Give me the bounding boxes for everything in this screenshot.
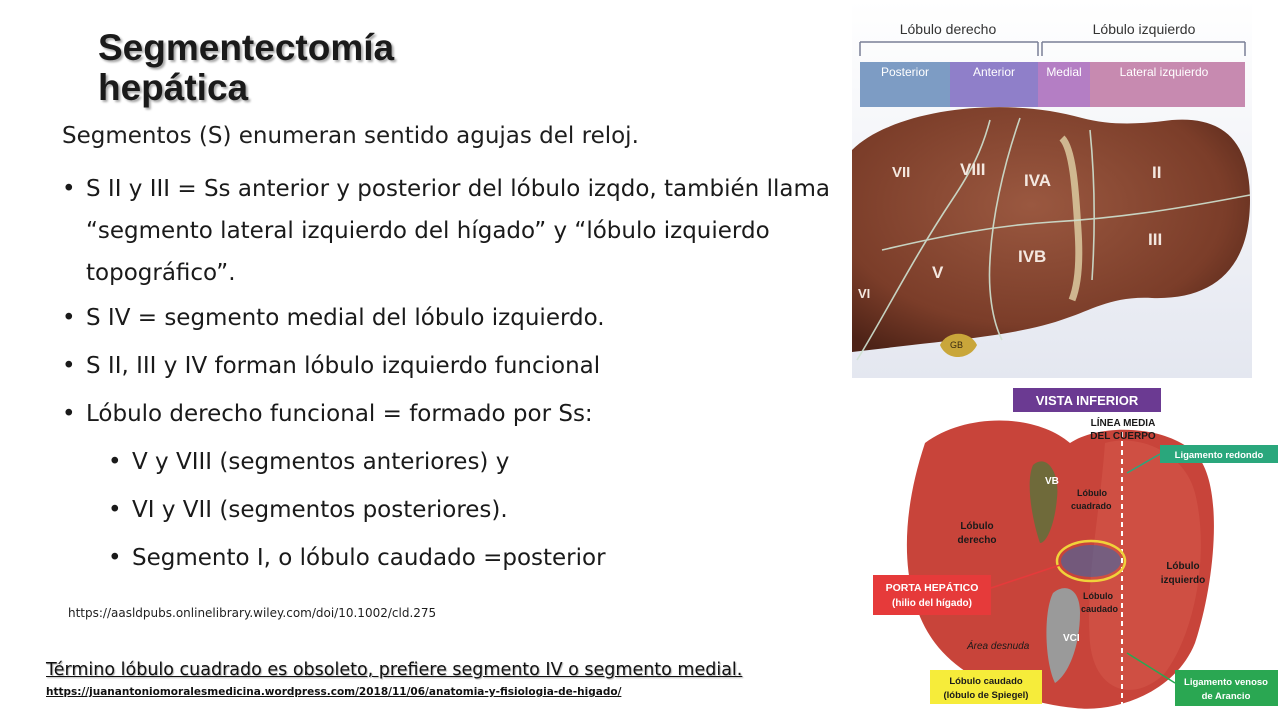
gallbladder-label: GB	[950, 340, 964, 350]
segment-label: VI	[858, 286, 871, 301]
svg-text:cuadrado: cuadrado	[1071, 501, 1112, 511]
segment-label: IVA	[1024, 171, 1052, 190]
callout-porta-hepatico	[873, 575, 991, 615]
lobe-right-label: Lóbulo derecho	[899, 21, 997, 37]
segment-label: V	[932, 263, 944, 282]
bullet-item: • S II, III y IV forman lóbulo izquierdo funcional	[62, 350, 842, 382]
segment-label: VIII	[960, 160, 986, 179]
bullet-item: • Lóbulo derecho funcional = formado por Ss:	[62, 398, 842, 430]
segment-label: III	[1148, 230, 1163, 249]
footnote: Término lóbulo cuadrado es obsoleto, prefiere segmento IV o segmento medial.	[46, 660, 743, 680]
header-label: VISTA INFERIOR	[1035, 393, 1139, 408]
svg-text:Lóbulo: Lóbulo	[1077, 488, 1107, 498]
svg-text:Área desnuda: Área desnuda	[967, 641, 1030, 652]
svg-text:Lóbulo: Lóbulo	[960, 521, 994, 532]
section-label: Anterior	[972, 65, 1016, 79]
sub-bullet-item: • Segmento I, o lóbulo caudado =posterior	[108, 542, 842, 574]
intro-text: Segmentos (S) enumeran sentido agujas del reloj.	[62, 123, 639, 149]
lobe-left-label: Lóbulo izquierdo	[1092, 21, 1196, 37]
svg-text:de Arancio: de Arancio	[1201, 691, 1251, 702]
segment-label: II	[1152, 163, 1162, 182]
liver-inferior-view-figure	[865, 383, 1280, 720]
svg-text:Ligamento redondo: Ligamento redondo	[1174, 450, 1264, 461]
section-label: Lateral izquierdo	[1119, 65, 1209, 79]
sub-bullet-item: • V y VIII (segmentos anteriores) y	[108, 446, 842, 478]
bullet-item: • S IV = segmento medial del lóbulo izquierdo.	[62, 302, 842, 334]
svg-text:VB: VB	[1045, 476, 1059, 487]
segment-label: VII	[892, 164, 911, 181]
source-link[interactable]: https://juanantoniomoralesmedicina.wordpress.com/2018/11/06/anatomia-y-fisiologia-de-higado/	[46, 686, 622, 698]
bullet-list	[62, 168, 842, 590]
slide-title: Segmentectomía hepática	[98, 27, 395, 108]
bullet-item: • S II y III = Ss anterior y posterior del lóbulo izqdo, también llama “segmento lateral izquierdo del hígado” y “lóbulo izquierdo topográfico”.	[62, 168, 842, 294]
section-label: Medial	[1046, 65, 1082, 79]
midline-label: LÍNEA MEDIA	[1090, 418, 1156, 429]
sub-bullet-item: • VI y VII (segmentos posteriores).	[108, 494, 842, 526]
svg-text:Ligamento venoso: Ligamento venoso	[1184, 677, 1268, 688]
source-citation: https://aasldpubs.onlinelibrary.wiley.com/doi/10.1002/cld.275	[68, 606, 437, 620]
svg-text:(hilio del hígado): (hilio del hígado)	[892, 598, 972, 609]
svg-text:Lóbulo caudado: Lóbulo caudado	[949, 676, 1023, 687]
svg-text:Lóbulo: Lóbulo	[1166, 561, 1200, 572]
svg-text:PORTA HEPÁTICO: PORTA HEPÁTICO	[885, 582, 979, 594]
svg-text:caudado: caudado	[1081, 604, 1119, 614]
svg-text:derecho: derecho	[957, 535, 997, 546]
liver-segments-figure	[852, 0, 1252, 378]
svg-text:izquierdo: izquierdo	[1160, 575, 1206, 586]
svg-text:VCI: VCI	[1063, 633, 1080, 644]
svg-text:Lóbulo: Lóbulo	[1083, 591, 1113, 601]
segment-label: IVB	[1018, 247, 1047, 266]
section-label: Posterior	[880, 65, 930, 79]
svg-text:(lóbulo de Spiegel): (lóbulo de Spiegel)	[943, 690, 1029, 701]
midline-label: DEL CUERPO	[1090, 431, 1156, 442]
